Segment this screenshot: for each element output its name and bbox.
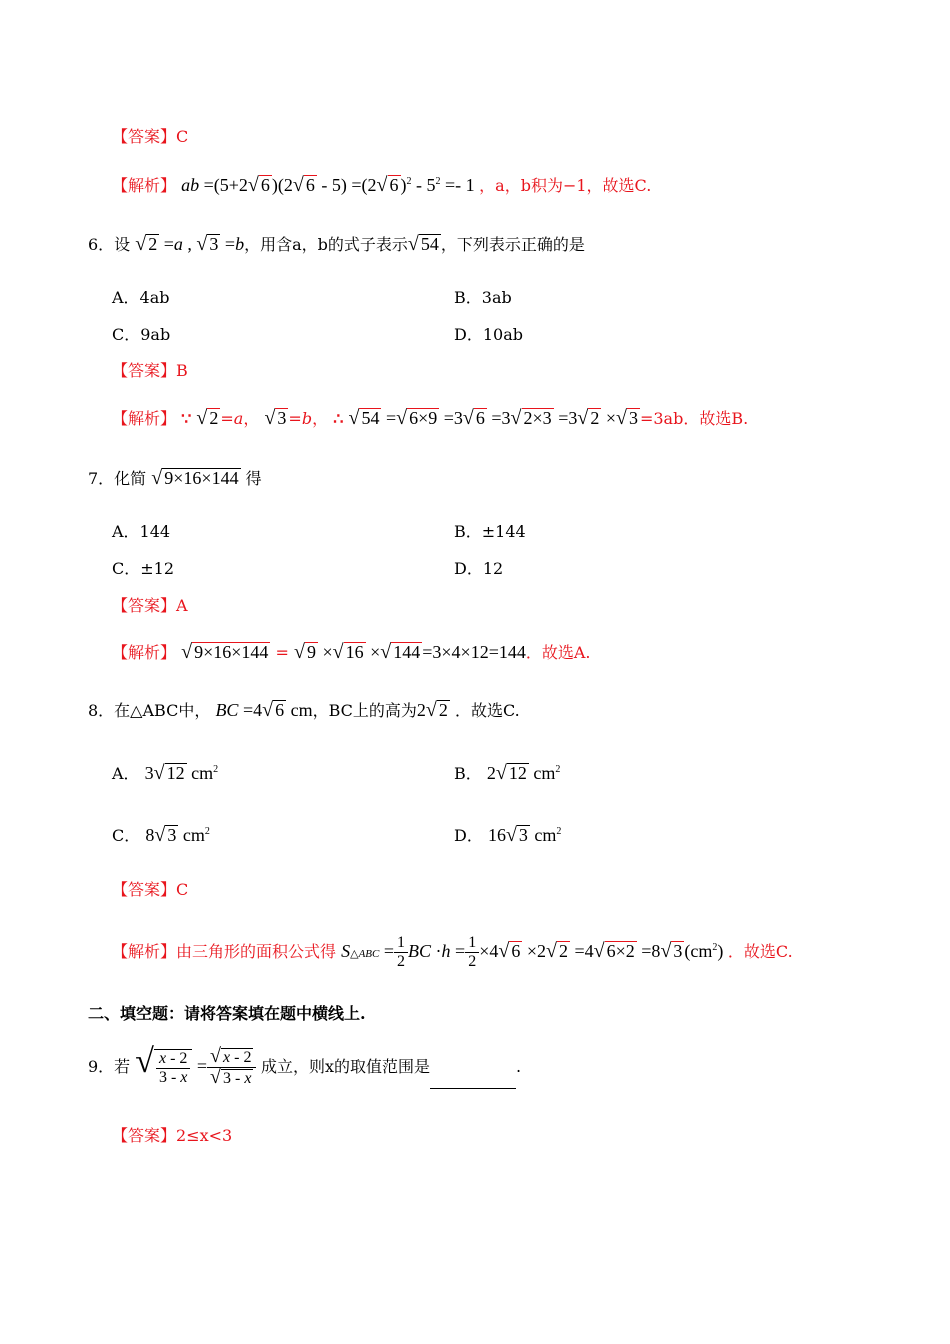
analysis-label: 【解析】: [112, 409, 177, 428]
question-end: .: [516, 1057, 522, 1076]
analysis-tail: =3ab．故选B.: [639, 409, 749, 428]
question-tail: ．故选C.: [454, 701, 520, 720]
analysis-tail: ．故选C.: [727, 942, 793, 961]
option-text: A．4ab: [112, 288, 170, 307]
question-tail: 得: [245, 469, 262, 488]
question-mid: ，BC上的高为: [312, 701, 417, 720]
q6-option-a[interactable]: [112, 288, 170, 308]
option-label: C．: [112, 826, 141, 845]
q7-option-c[interactable]: [112, 559, 174, 579]
question-number: 8．在△ABC中，: [88, 701, 211, 720]
q6-option-b[interactable]: [454, 288, 512, 308]
question-number: 6．设: [88, 235, 131, 254]
option-value: 8√ 3 $cm^2$: [145, 824, 210, 846]
analysis-label: 【解析】: [112, 942, 177, 961]
question-tail: ，下列表示正确的是: [440, 235, 585, 254]
q8-analysis: [112, 928, 793, 974]
q7-option-d[interactable]: [454, 559, 503, 579]
q7-option-a[interactable]: [112, 522, 170, 542]
option-text: B．±144: [454, 522, 526, 541]
answer-label: 【答案】: [112, 361, 177, 380]
q7-analysis: 【解析】 √ 9×16×144 = √ 9 ×√ 16 ×√ 144 =3×4×12=144．故选A.: [112, 641, 591, 663]
q6-option-d[interactable]: [454, 325, 523, 345]
q6-given: √ 2 =a , √ 3 =b: [135, 233, 245, 255]
q8-question: [88, 700, 520, 721]
option-text: C．±12: [112, 559, 175, 578]
answer-label: 【答案】: [112, 596, 177, 615]
question-mid: ，用含a，b的式子表示: [244, 235, 408, 254]
answer-value: B: [176, 361, 188, 380]
q9-question: [88, 1040, 521, 1089]
q5-answer: [112, 127, 188, 147]
answer-value: C: [176, 880, 189, 899]
option-text: B．3ab: [454, 288, 512, 307]
answer-value: C: [176, 127, 189, 146]
answer-label: 【答案】: [112, 1126, 177, 1145]
q7-expression: √ 9×16×144: [151, 467, 239, 489]
answer-value: 2≤x<3: [176, 1126, 233, 1145]
option-label: D．: [454, 826, 483, 845]
answer-label: 【答案】: [112, 880, 177, 899]
option-label: A．: [112, 764, 140, 783]
question-mid: 成立，则x的取值范围是: [260, 1057, 430, 1076]
q5-formula: ab =(5+2√ 6 )(2√ 6 - 5) =(2√ 6 )$^2 - 5^2 =- 1$: [181, 174, 480, 196]
answer-value: A: [176, 596, 188, 615]
q9-answer: [112, 1126, 232, 1146]
q8-option-a[interactable]: [112, 760, 218, 784]
q8-option-d[interactable]: [454, 822, 561, 846]
option-text: D．10ab: [454, 325, 523, 344]
q7-option-b[interactable]: [454, 522, 526, 542]
answer-blank[interactable]: [430, 1074, 516, 1089]
q6-target: √ 54: [407, 233, 439, 255]
section-title-text: 二、填空题：请将答案填在题中横线上.: [88, 1004, 366, 1023]
q8-answer: [112, 880, 188, 900]
option-value: 2√ 12 $cm^2$: [486, 762, 561, 784]
option-value: 16√ 3 $cm^2$: [487, 824, 562, 846]
analysis-tail: ，a，b积为−1，故选C.: [479, 176, 652, 195]
option-text: D．12: [454, 559, 504, 578]
q9-expression: √ $\frac{x - 2}{3 - x}$ = $\frac{√ x - 2}{√ 3 - x}$: [135, 1056, 261, 1076]
q6-answer: [112, 361, 188, 381]
q5-analysis: [112, 172, 651, 196]
analysis-tail: ．故选A.: [525, 643, 591, 662]
answer-label: 【答案】: [112, 127, 177, 146]
analysis-text: 由三角形的面积公式得: [176, 942, 337, 961]
q8-formula: S△ABC = $\frac{1}{2}$ BC ·h = $\frac{1}{2}$ ×4√ 6 ×2√ 2 =4√ 6×2 =8√ 3 $(cm^2)$: [341, 934, 728, 971]
option-label: B．: [454, 764, 482, 783]
q6-analysis: 【解析】 ∵ √ 2 =a， √ 3 =b， ∴ √ 54 =√ 6×9 =3√ 6 =3√ 2×3 =3√ 2 ×√ 3 =3ab．故选B.: [112, 407, 749, 429]
option-text: C．9ab: [112, 325, 171, 344]
q7-answer: [112, 596, 188, 616]
q7-question: [88, 468, 262, 489]
q6-question: [88, 234, 585, 255]
option-text: A．144: [112, 522, 171, 541]
analysis-label: 【解析】: [112, 643, 177, 662]
question-number: 7．化简: [88, 469, 147, 488]
question-number: 9．若: [88, 1057, 131, 1076]
option-value: 3√ 12 $cm^2$: [144, 762, 219, 784]
q8-height: 2√ 2: [416, 699, 448, 721]
q6-option-c[interactable]: [112, 325, 170, 345]
q8-option-b[interactable]: [454, 760, 560, 784]
section-title: [88, 1004, 366, 1024]
q8-given: BC =4√ 6 cm: [215, 699, 313, 721]
analysis-label: 【解析】: [112, 176, 177, 195]
q8-option-c[interactable]: [112, 822, 210, 846]
